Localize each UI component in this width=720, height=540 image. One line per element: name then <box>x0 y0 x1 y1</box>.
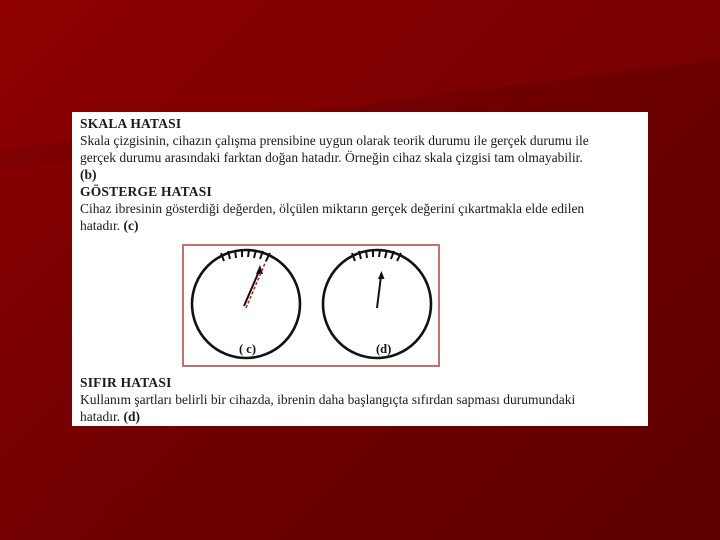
skala-heading: SKALA HATASI <box>80 116 182 131</box>
gauge-c-needle <box>244 269 260 306</box>
gauge-d-needle-arrow <box>378 271 385 279</box>
gosterge-line-2-text: hatadır. <box>80 218 121 233</box>
skala-line-2: gerçek durumu arasındaki farktan doğan hatadır. Örneğin cihaz skala çizgisi tam olmayabilir. <box>80 150 583 165</box>
gauge-d-label: (d) <box>376 342 392 356</box>
sifir-heading: SIFIR HATASI <box>80 375 172 390</box>
skala-reference: (b) <box>80 167 97 182</box>
gauge-d-scale-ticks <box>352 250 401 261</box>
gauge-c-scale-ticks <box>221 250 270 261</box>
gosterge-heading: GÖSTERGE HATASI <box>80 184 212 199</box>
gauge-c-label: ( c) <box>239 342 256 356</box>
sifir-line-2 <box>80 409 646 425</box>
gosterge-reference: (c) <box>123 218 139 233</box>
gauge-c-true-value-needle <box>246 261 266 308</box>
sifir-reference: (d) <box>123 409 140 424</box>
gauge-figure <box>184 246 438 365</box>
gauge-d-needle <box>377 276 381 308</box>
gosterge-line-1: Cihaz ibresinin gösterdiği değerden, ölçülen miktarın gerçek değerini çıkartmakla elde edilen <box>80 201 585 216</box>
sifir-line-2-text: hatadır. <box>80 409 121 424</box>
skala-line-1: Skala çizgisinin, cihazın çalışma prensibine uygun olarak teorik durumu ile gerçek durumu ile <box>80 133 589 148</box>
gosterge-line-2 <box>80 218 646 234</box>
sifir-line-1: Kullanım şartları belirli bir cihazda, ibrenin daha başlangıçta sıfırdan sapması durumundaki <box>80 392 576 407</box>
